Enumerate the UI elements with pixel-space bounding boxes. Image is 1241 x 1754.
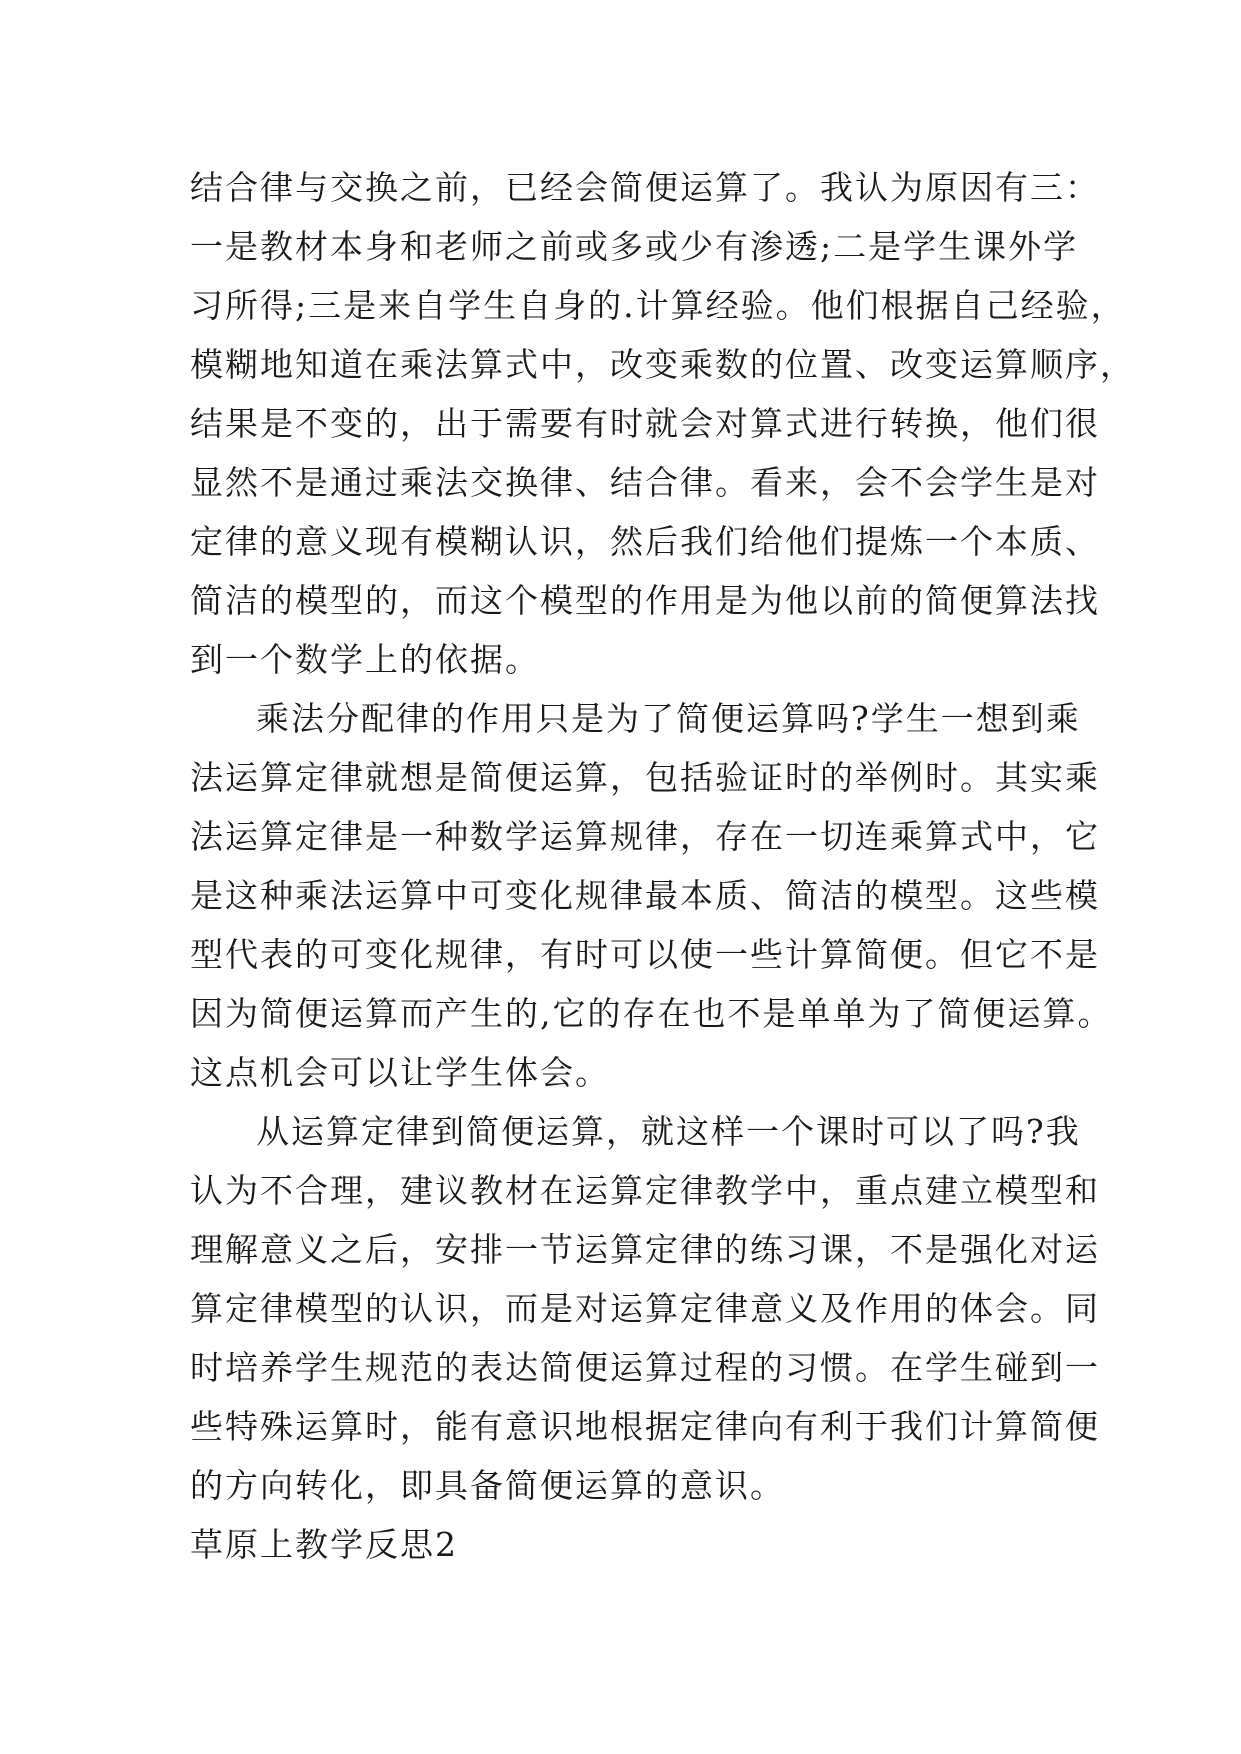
text-line: 定律的意义现有模糊认识，然后我们给他们提炼一个本质、: [190, 522, 1100, 561]
text-line: 这点机会可以让学生体会。: [190, 1053, 610, 1092]
text-line: 模糊地知道在乘法算式中，改变乘数的位置、改变运算顺序，: [190, 345, 1135, 384]
text-line: 法运算定律就想是简便运算，包括验证时的举例时。其实乘: [190, 758, 1100, 797]
text-line: 理解意义之后，安排一节运算定律的练习课，不是强化对运: [190, 1230, 1100, 1269]
text-line: 显然不是通过乘法交换律、结合律。看来，会不会学生是对: [190, 463, 1100, 502]
text-line: 是这种乘法运算中可变化规律最本质、简洁的模型。这些模: [190, 876, 1100, 915]
text-line: 结果是不变的，出于需要有时就会对算式进行转换，他们很: [190, 404, 1100, 443]
text-line: 算定律模型的认识，而是对运算定律意义及作用的体会。同: [190, 1289, 1100, 1328]
paragraph-1: [190, 158, 1135, 689]
paragraph-2: [190, 689, 1113, 1102]
text-line: 时培养学生规范的表达简便运算过程的习惯。在学生碰到一: [190, 1348, 1100, 1387]
text-line: 认为不合理，建议教材在运算定律教学中，重点建立模型和: [190, 1171, 1100, 1210]
text-line: 结合律与交换之前，已经会简便运算了。我认为原因有三：: [190, 168, 1100, 207]
text-line: 些特殊运算时，能有意识地根据定律向有利于我们计算简便: [190, 1407, 1100, 1446]
text-line: 简洁的模型的，而这个模型的作用是为他以前的简便算法找: [190, 581, 1100, 620]
text-line: 习所得;三是来自学生自身的.计算经验。他们根据自己经验，: [190, 286, 1126, 325]
text-line: 的方向转化，即具备简便运算的意识。: [190, 1466, 785, 1505]
paragraph-3: [190, 1102, 1100, 1515]
section-heading: 草原上教学反思2: [190, 1525, 458, 1564]
text-line: 一是教材本身和老师之前或多或少有渗透;二是学生课外学: [190, 227, 1079, 266]
text-line: 到一个数学上的依据。: [190, 640, 540, 679]
text-line-indented: 乘法分配律的作用只是为了简便运算吗?学生一想到乘: [256, 699, 1081, 738]
text-line: 因为简便运算而产生的,它的存在也不是单单为了简便运算。: [190, 994, 1113, 1033]
text-line-indented: 从运算定律到简便运算，就这样一个课时可以了吗?我: [256, 1112, 1081, 1151]
text-line: 法运算定律是一种数学运算规律，存在一切连乘算式中，它: [190, 817, 1100, 856]
text-line: 型代表的可变化规律，有时可以使一些计算简便。但它不是: [190, 935, 1100, 974]
